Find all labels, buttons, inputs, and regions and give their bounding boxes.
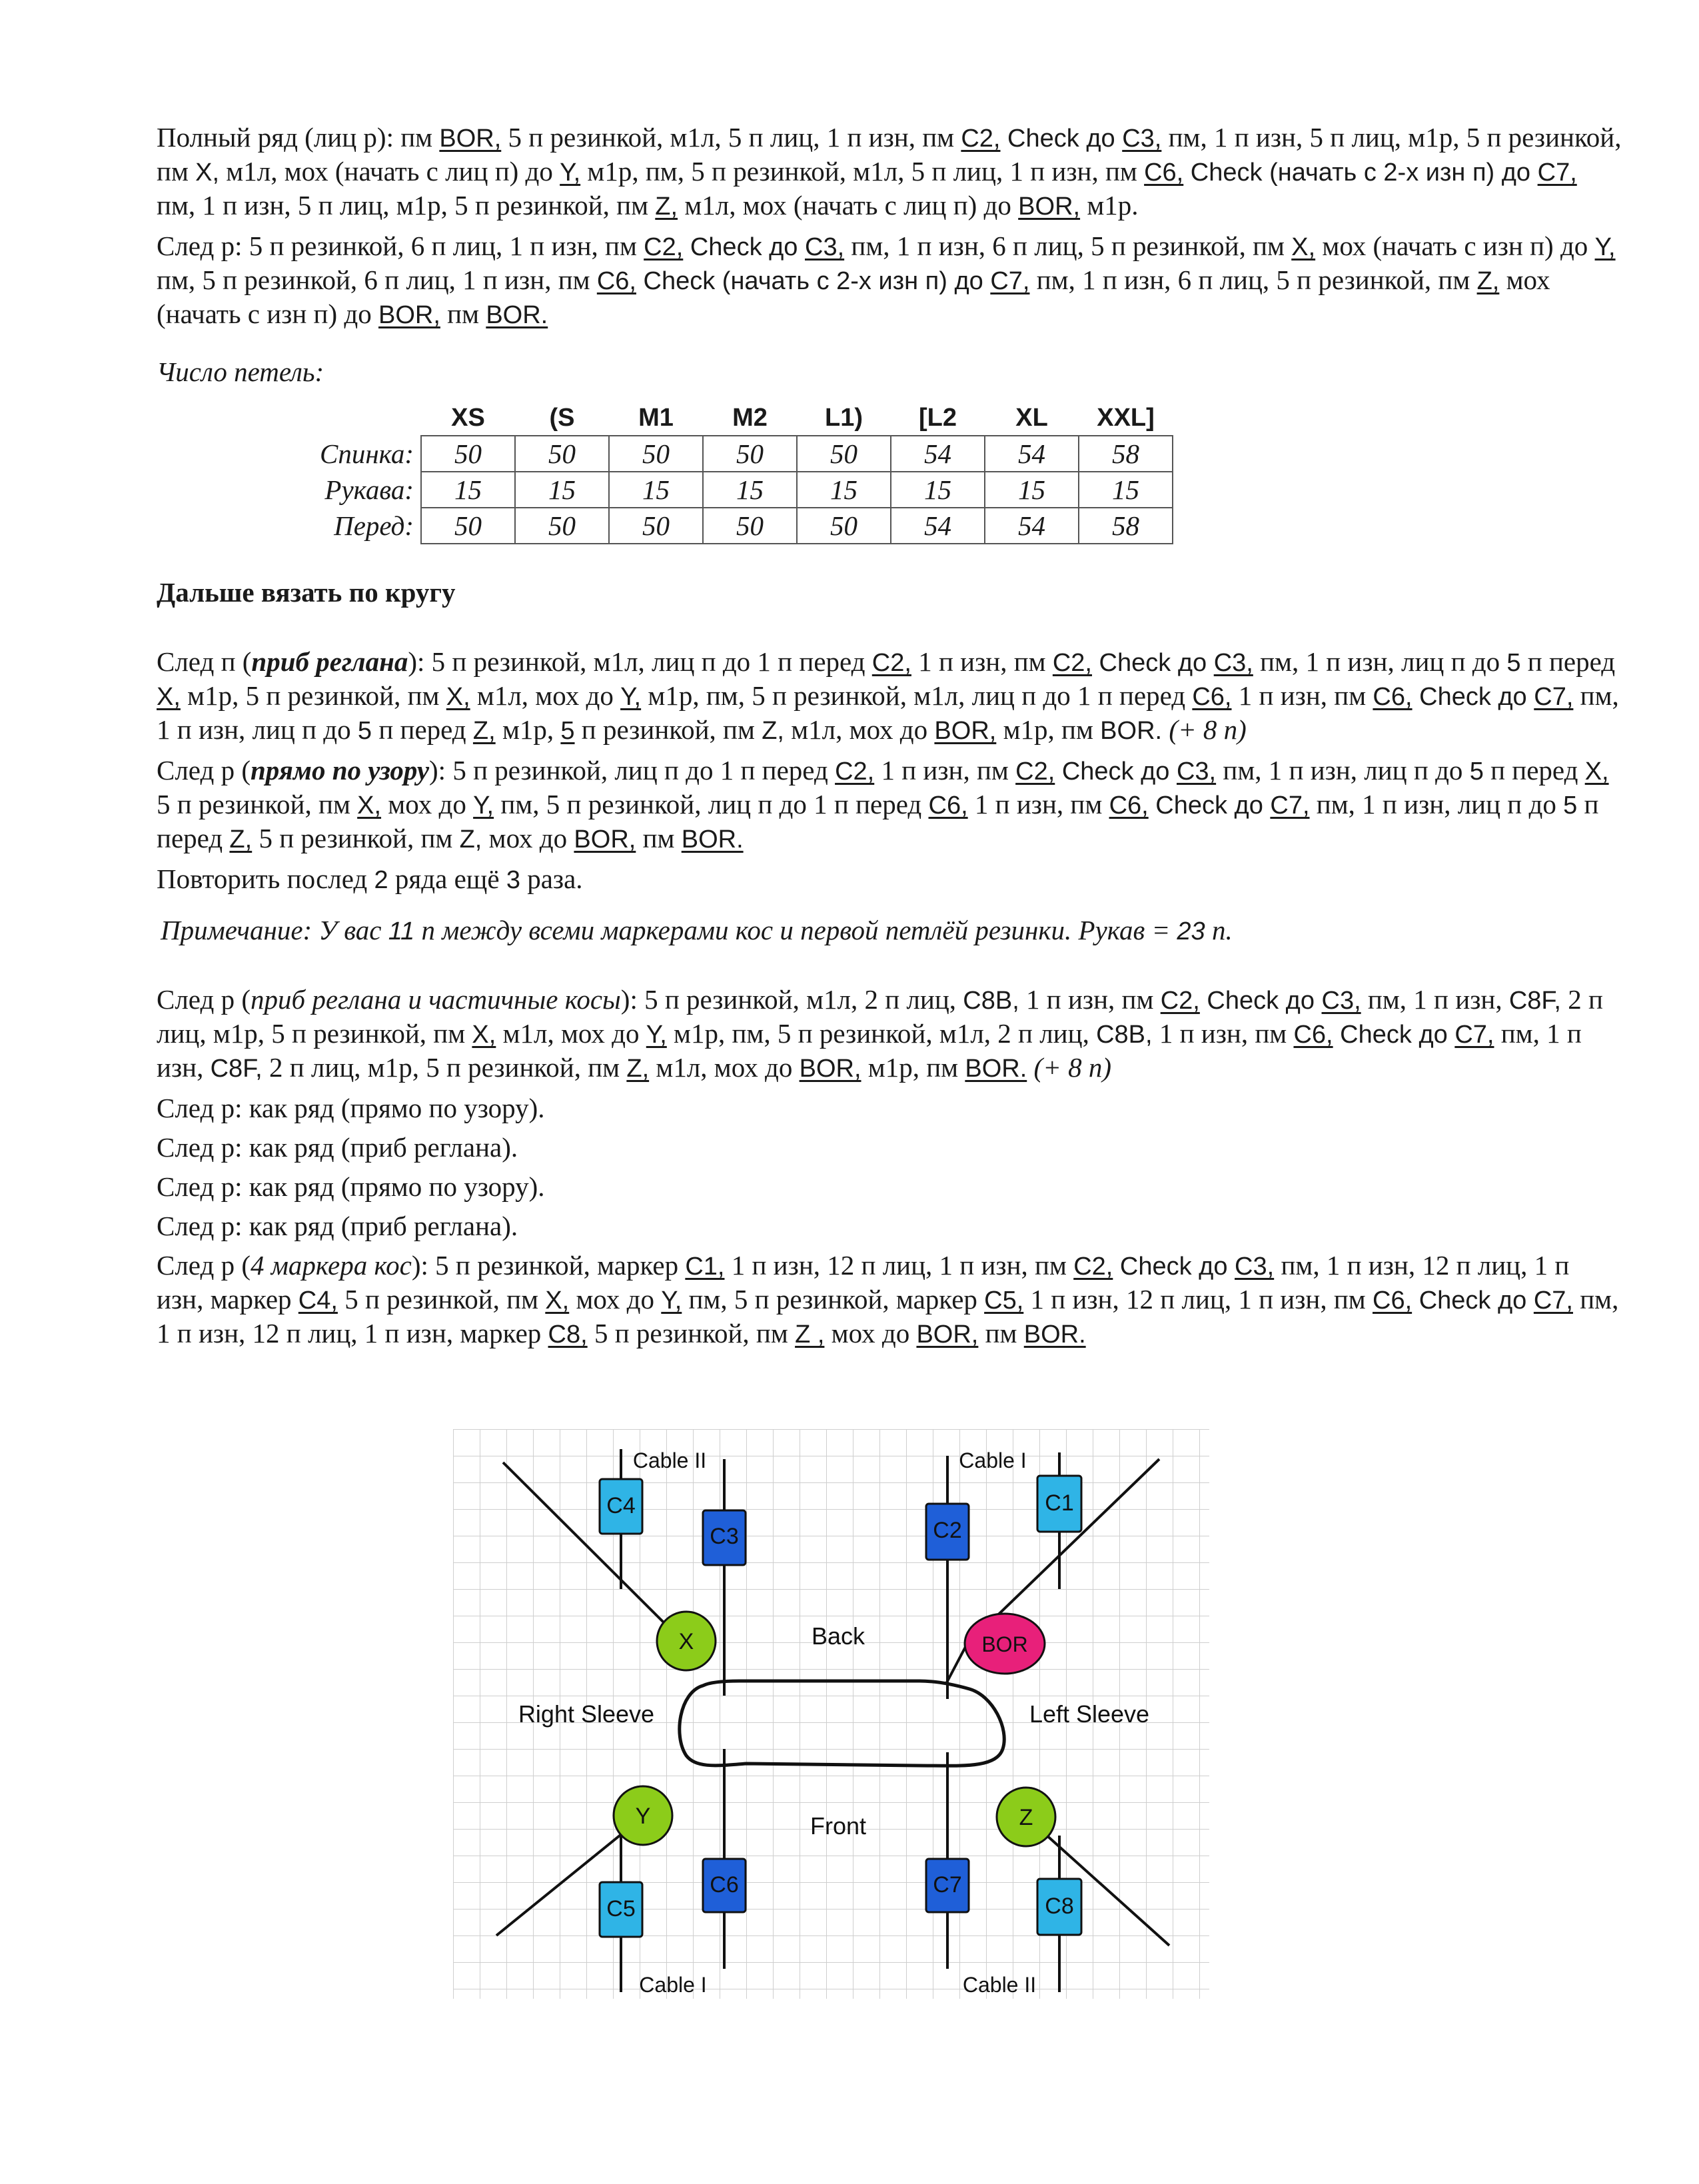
marker-y-label: Y	[635, 1804, 651, 1829]
next-row-paragraph: След р: 5 п резинкой, 6 п лиц, 1 п изн, пм C2, Check до C3, пм, 1 п изн, 6 п лиц, 5 п резинкой, пм X, мох (начать с изн п) до Y, пм, 5 п резинкой, 6 п лиц, 1 п изн, пм C6, Check (начать с 2-х изн п) до C7, пм, 1 п изн, 6 п лиц, 5 п резинкой, пм Z, мох (начать с изн п) до BOR, пм BOR.	[157, 231, 1616, 329]
table-cell: 50	[703, 508, 797, 544]
table-cell: 50	[703, 436, 797, 472]
table-row	[320, 472, 1173, 508]
table-cell: 50	[797, 508, 891, 544]
straight-pattern-paragraph: След р (прямо по узору): 5 п резинкой, лиц п до 1 п перед C2, 1 п изн, пм C2, Check до C3, пм, 1 п изн, лиц п до 5 п перед X, 5 п резинкой, пм X, мох до Y, пм, 5 п резинкой, лиц п до 1 п перед C6, 1 п изн, пм C6, Check до C7, пм, 1 п изн, лиц п до 5 п перед Z, 5 п резинкой, пм Z, мох до BOR, пм BOR.	[157, 755, 1609, 853]
simple-row: След р: как ряд (приб реглана).	[157, 1132, 518, 1163]
note-paragraph: Примечание: У вас 11 п между всеми маркерами кос и первой петлёй резинки. Рукав = 23 п.	[161, 915, 1233, 945]
marker-c5-label: C5	[606, 1896, 636, 1921]
right-sleeve-label: Right Sleeve	[518, 1700, 655, 1728]
marker-c3-label: C3	[710, 1524, 739, 1549]
table-cell: 15	[609, 472, 703, 508]
left-sleeve-label: Left Sleeve	[1029, 1700, 1150, 1728]
table-cell: 50	[421, 436, 515, 472]
table-cell: 15	[421, 472, 515, 508]
marker-c1-label: C1	[1045, 1490, 1074, 1516]
marker-c6-label: C6	[710, 1872, 739, 1898]
row-label: Спинка:	[320, 438, 414, 469]
simple-row: След р: как ряд (прямо по узору).	[157, 1171, 545, 1202]
back-label: Back	[811, 1622, 865, 1650]
marker-bor-label: BOR	[981, 1632, 1028, 1656]
table-row	[320, 508, 1173, 544]
size-header: (S	[549, 403, 575, 432]
full-row-paragraph: Полный ряд (лиц р): пм BOR, 5 п резинкой, м1л, 5 п лиц, 1 п изн, пм C2, Check до C3, пм, 1 п изн, 5 п лиц, м1р, 5 п резинкой, пм X, м1л, мох (начать с лиц п) до Y, м1р, пм, 5 п резинкой, м1л, 5 п лиц, 1 п изн, пм C6, Check (начать с 2-х изн п) до C7, пм, 1 п изн, 5 п лиц, м1р, 5 п резинкой, пм Z, м1л, мох (начать с лиц п) до BOR, м1р.	[157, 122, 1622, 221]
marker-x-label: X	[678, 1629, 694, 1654]
table-cell: 50	[609, 436, 703, 472]
table-cell: 50	[515, 436, 609, 472]
marker-diagram-svg	[453, 1429, 1209, 1999]
marker-diagram	[453, 1429, 1209, 1999]
cable-ii-top-label: Cable II	[632, 1448, 707, 1472]
marker-c7-label: C7	[933, 1872, 962, 1898]
simple-row: След р: как ряд (приб реглана).	[157, 1211, 518, 1241]
table-cell: 54	[985, 436, 1079, 472]
table-cell: 50	[515, 508, 609, 544]
table-cell: 50	[797, 436, 891, 472]
size-header: L1)	[825, 403, 863, 432]
table-cell: 15	[703, 472, 797, 508]
table-cell: 54	[891, 508, 985, 544]
table-cell: 58	[1079, 436, 1173, 472]
cable-ii-bottom-label: Cable II	[962, 1973, 1037, 1997]
table-cell: 15	[891, 472, 985, 508]
size-header: XL	[1015, 403, 1048, 432]
stitch-count-table	[320, 400, 1173, 544]
table-row	[320, 436, 1173, 472]
size-header: XXL]	[1097, 403, 1155, 432]
size-header: M1	[638, 403, 674, 432]
table-cell: 54	[891, 436, 985, 472]
cable-i-top-label: Cable I	[959, 1448, 1027, 1472]
table-cell: 15	[985, 472, 1079, 508]
marker-z-label: Z	[1019, 1805, 1033, 1830]
table-cell: 50	[421, 508, 515, 544]
cable-markers-paragraph: След р (4 маркера кос): 5 п резинкой, маркер C1, 1 п изн, 12 п лиц, 1 п изн, пм C2, Check до C3, пм, 1 п изн, 12 п лиц, 1 п изн, маркер C4, 5 п резинкой, пм X, мох до Y, пм, 5 п резинкой, маркер C5, 1 п изн, 12 п лиц, 1 п изн, пм C6, Check до C7, пм, 1 п изн, 12 п лиц, 1 п изн, маркер C8, 5 п резинкой, пм Z , мох до BOR, пм BOR.	[157, 1250, 1619, 1349]
cable-i-bottom-label: Cable I	[639, 1973, 707, 1997]
size-header: [L2	[919, 403, 957, 432]
raglan-increase-paragraph: След п (приб реглана): 5 п резинкой, м1л, лиц п до 1 п перед C2, 1 п изн, пм C2, Check до C3, пм, 1 п изн, лиц п до 5 п перед X, м1р, 5 п резинкой, пм X, м1л, мох до Y, м1р, пм, 5 п резинкой, м1л, лиц п до 1 п перед C6, 1 п изн, пм C6, Check до C7, пм, 1 п изн, лиц п до 5 п перед Z, м1р, 5 п резинкой, пм Z, м1л, мох до BOR, м1р, пм BOR. (+ 8 п)	[157, 646, 1619, 745]
partial-cables-paragraph: След р (приб реглана и частичные косы): 5 п резинкой, м1л, 2 п лиц, C8B, 1 п изн, пм C2, Check до C3, пм, 1 п изн, C8F, 2 п лиц, м1р, 5 п резинкой, пм X, м1л, мох до Y, м1р, пм, 5 п резинкой, м1л, 2 п лиц, C8B, 1 п изн, пм C6, Check до C7, пм, 1 п изн, C8F, 2 п лиц, м1р, 5 п резинкой, пм Z, м1л, мох до BOR, м1р, пм BOR. (+ 8 п)	[157, 984, 1603, 1083]
table-cell: 15	[515, 472, 609, 508]
stitch-count-label: Число петель:	[157, 356, 324, 387]
table-cell: 54	[985, 508, 1079, 544]
table-cell: 50	[609, 508, 703, 544]
page-content	[157, 121, 1622, 1351]
marker-c2-label: C2	[933, 1518, 962, 1543]
table-cell: 15	[1079, 472, 1173, 508]
size-header: XS	[451, 403, 485, 432]
marker-c8-label: C8	[1045, 1894, 1074, 1919]
row-label: Перед:	[334, 510, 414, 541]
table-cell: 15	[797, 472, 891, 508]
size-header: M2	[732, 403, 768, 432]
marker-c4-label: C4	[606, 1493, 636, 1518]
table-cell: 58	[1079, 508, 1173, 544]
row-label: Рукава:	[324, 474, 414, 505]
table-header-row	[320, 400, 1173, 436]
simple-row: След р: как ряд (прямо по узору).	[157, 1093, 545, 1123]
repeat-instruction: Повторить послед 2 ряда ещё 3 раза.	[157, 863, 583, 894]
front-label: Front	[810, 1812, 867, 1840]
section-heading: Дальше вязать по кругу	[157, 577, 456, 608]
